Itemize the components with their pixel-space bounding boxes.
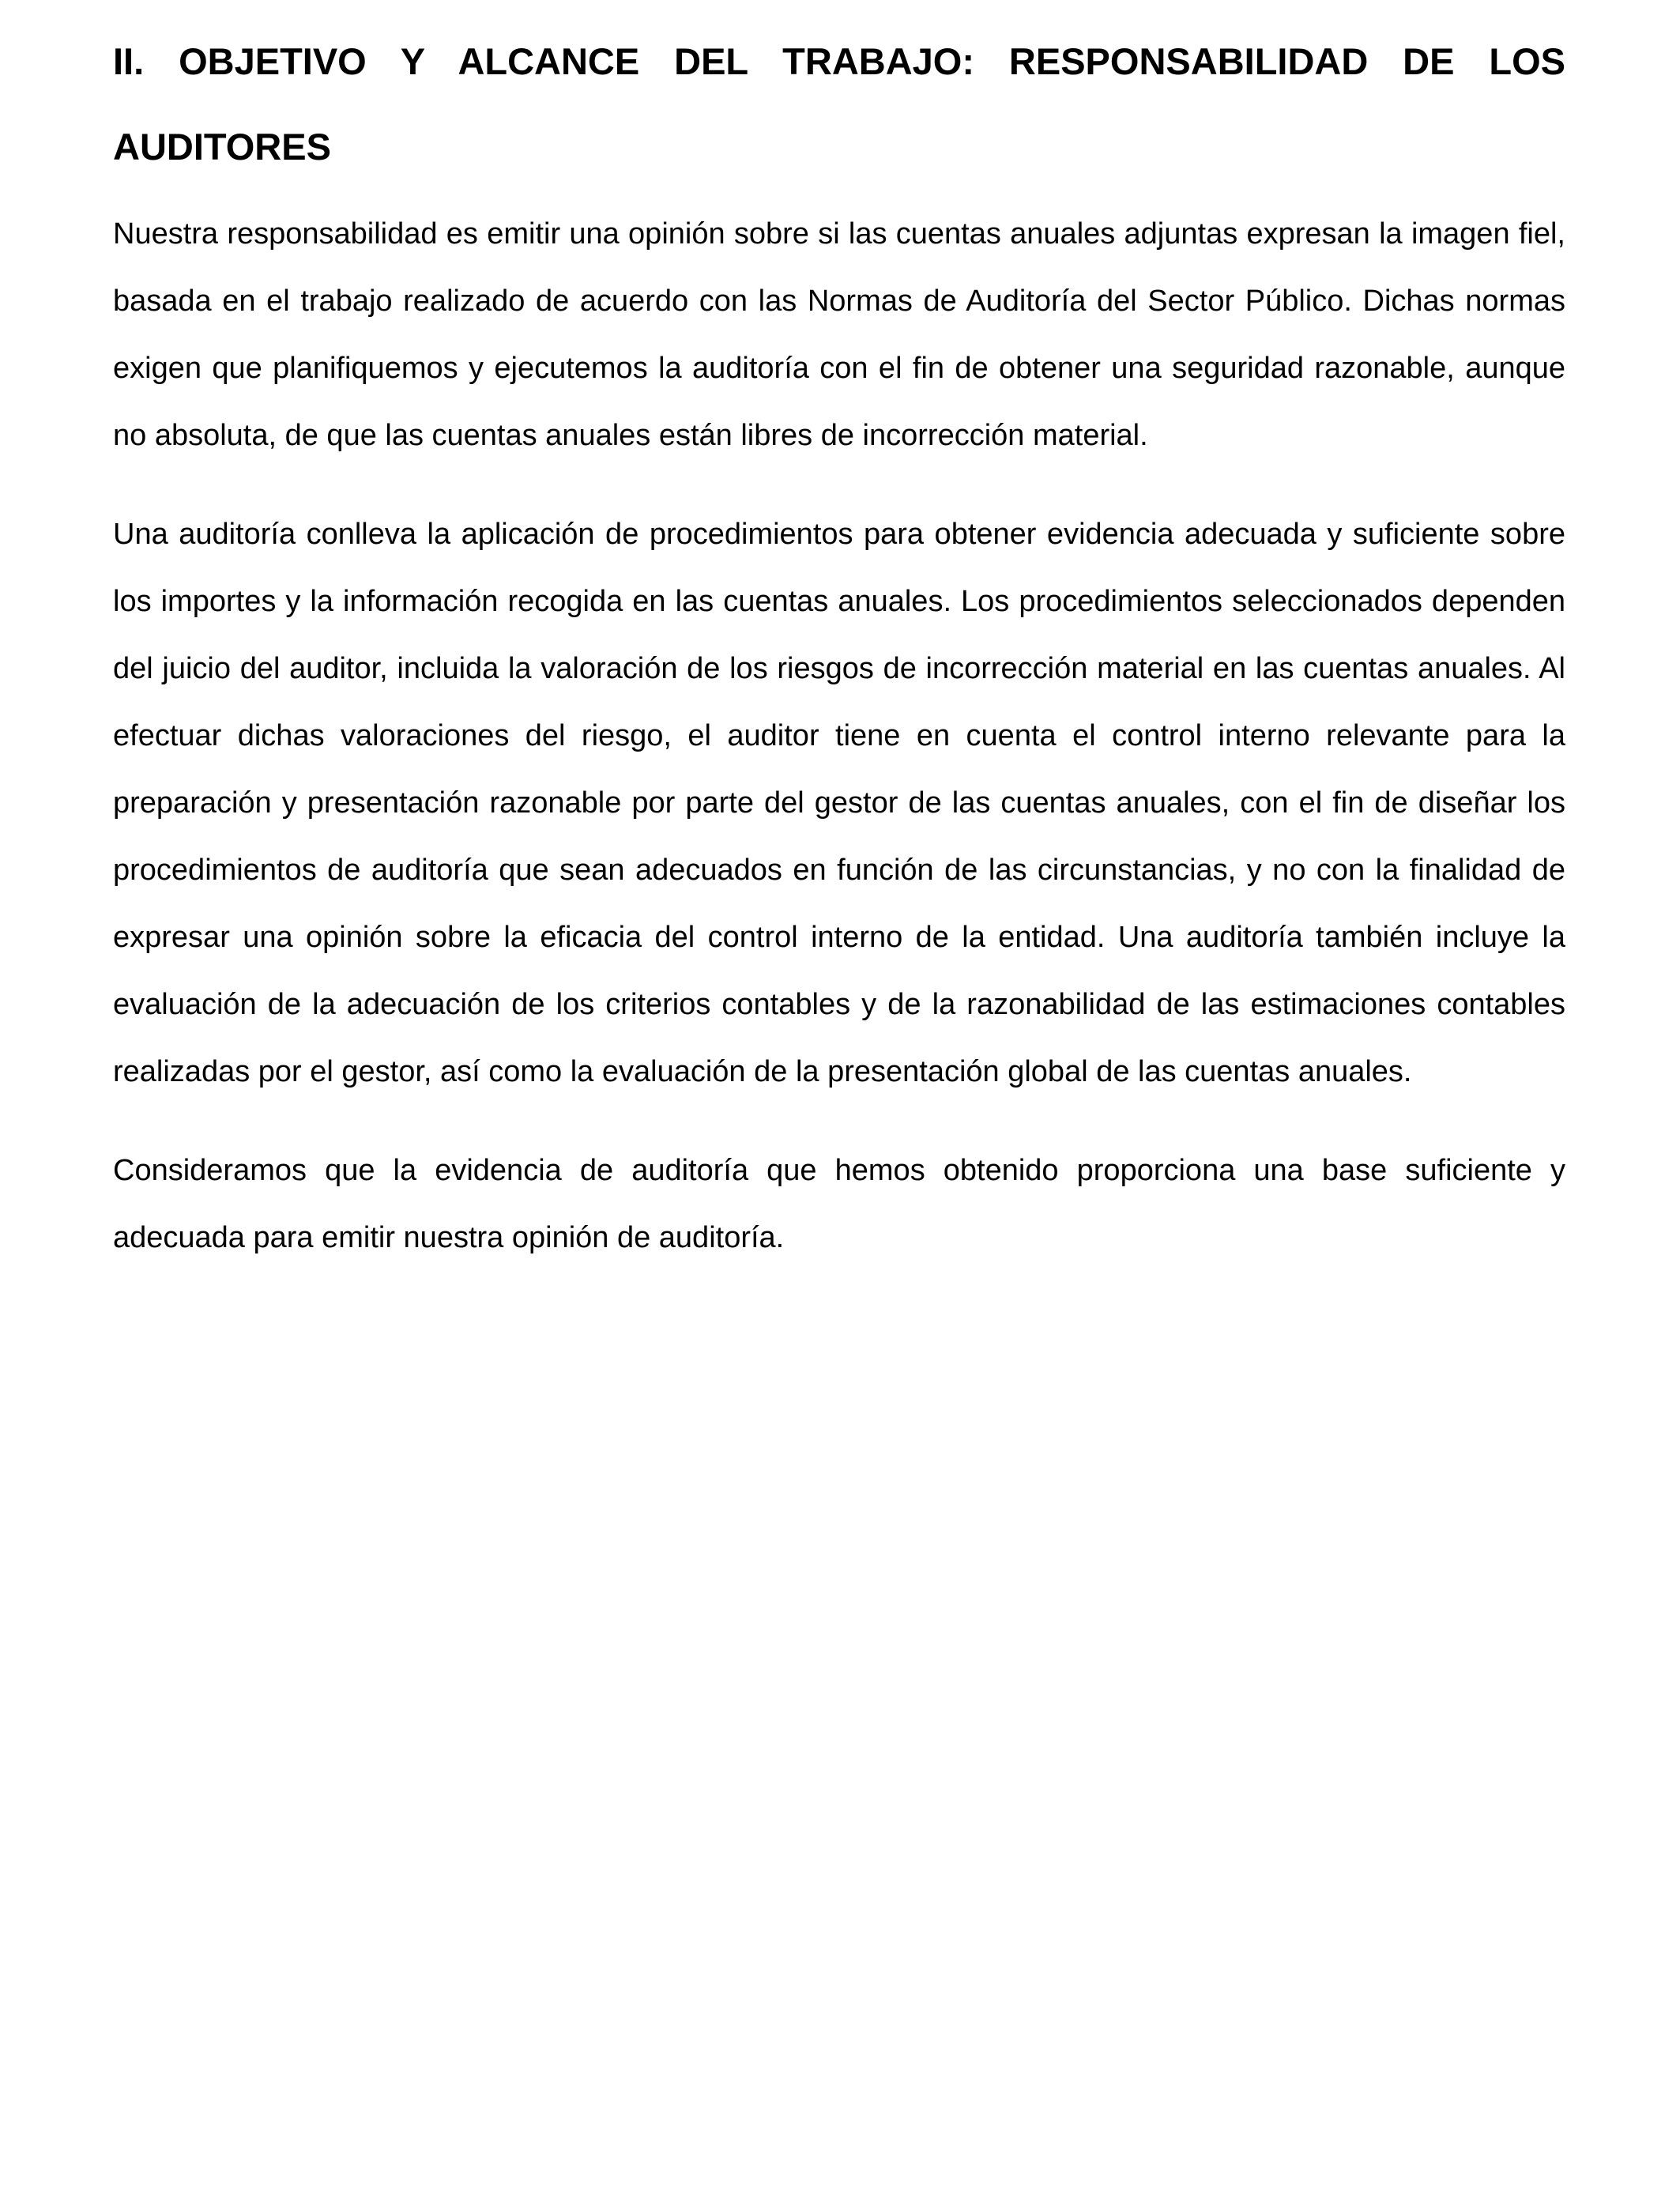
- paragraph-responsibility: Nuestra responsabilidad es emitir una opinión sobre si las cuentas anuales adjuntas expresan la imagen fiel, basada en el trabajo realizado de acuerdo con las Normas de Auditoría del Sector Público. Dichas normas exigen que planifiquemos y ejecutemos la auditoría con el fin de obtener una seguridad razonable, aunque no absoluta, de que las cuentas anuales están libres de incorrección material.: [113, 217, 1565, 452]
- section-heading: II. OBJETIVO Y ALCANCE DEL TRABAJO: RESPONSABILIDAD DE LOS AUDITORES: [113, 40, 1565, 168]
- paragraph-conclusion: Consideramos que la evidencia de auditoría que hemos obtenido proporciona una base suficiente y adecuada para emitir nuestra opinión de auditoría.: [113, 1154, 1565, 1254]
- paragraph-procedures: Una auditoría conlleva la aplicación de procedimientos para obtener evidencia adecuada y suficiente sobre los importes y la información recogida en las cuentas anuales. Los procedimientos seleccionados dependen del juicio del auditor, incluida la valoración de los riesgos de incorrección material en las cuentas anuales. Al efectuar dichas valoraciones del riesgo, el auditor tiene en cuenta el control interno relevante para la preparación y presentación razonable por parte del gestor de las cuentas anuales, con el fin de diseñar los procedimientos de auditoría que sean adecuados en función de las circunstancias, y no con la finalidad de expresar una opinión sobre la eficacia del control interno de la entidad. Una auditoría también incluye la evaluación de la adecuación de los criterios contables y de la razonabilidad de las estimaciones contables realizadas por el gestor, así como la evaluación de la presentación global de las cuentas anuales.: [113, 518, 1565, 1088]
- document-page: [113, 19, 1565, 1272]
